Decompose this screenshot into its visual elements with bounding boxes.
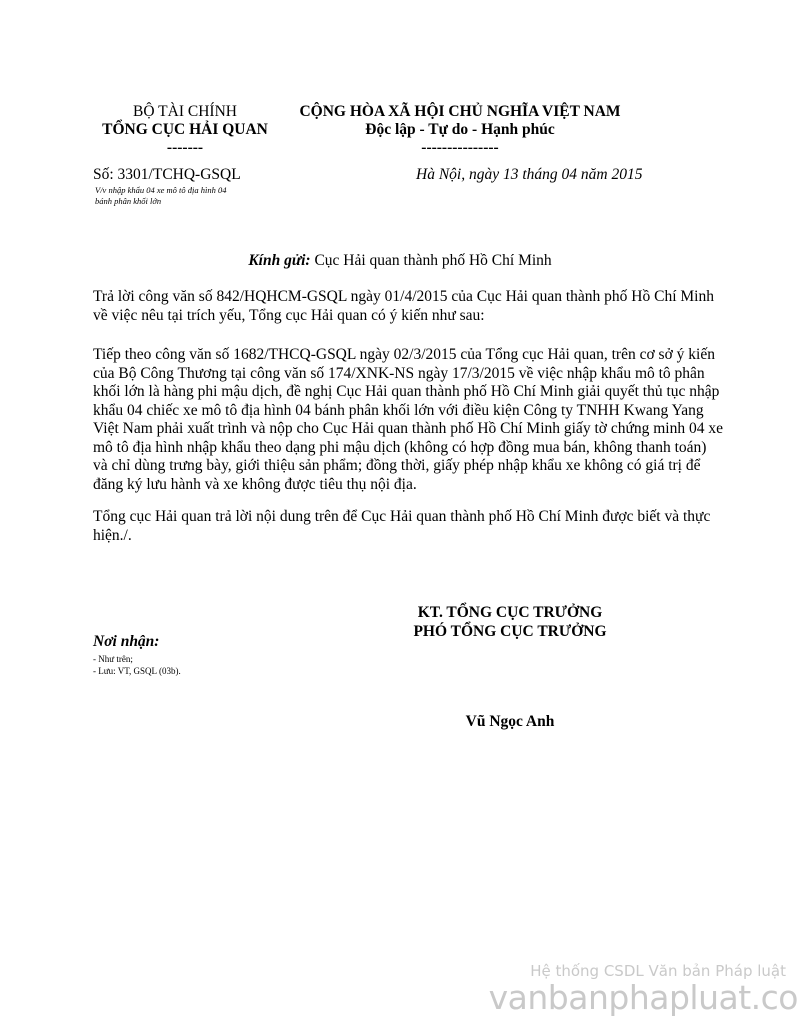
recipient-line xyxy=(0,252,800,270)
recipient-item: - Lưu: VT, GSQL (03b). xyxy=(93,666,181,676)
signer-name: Vũ Ngọc Anh xyxy=(465,713,555,730)
place-and-date: Hà Nội, ngày 13 tháng 04 năm 2015 xyxy=(416,166,643,183)
watermark-site: vanbanphapluat.co xyxy=(488,978,798,1017)
recipients-heading: Nơi nhận: xyxy=(93,633,160,650)
department-name: TỔNG CỤC HẢI QUAN xyxy=(102,121,268,138)
motto-separator: --------------- xyxy=(421,139,499,156)
recipient-item: - Như trên; xyxy=(93,654,133,664)
motto: Độc lập - Tự do - Hạnh phúc xyxy=(365,121,555,138)
recipient-name: Cục Hải quan thành phố Hồ Chí Minh xyxy=(310,252,552,269)
signer-title-line: PHÓ TỔNG CỤC TRƯỞNG xyxy=(413,622,607,640)
recipients-list xyxy=(93,633,343,677)
body-paragraph: Tổng cục Hải quan trả lời nội dung trên để Cục Hải quan thành phố Hồ Chí Minh được biết và thực hiện./. xyxy=(93,508,711,544)
recipient-label: Kính gửi: xyxy=(248,252,311,269)
org-separator: ------- xyxy=(166,139,204,156)
document-number: Số: 3301/TCHQ-GSQL xyxy=(93,166,241,183)
issuing-organization xyxy=(85,103,285,157)
nation-name: CỘNG HÒA XÃ HỘI CHỦ NGHĨA VIỆT NAM xyxy=(299,103,621,120)
document-subject xyxy=(95,185,270,207)
body-paragraph: Tiếp theo công văn số 1682/THCQ-GSQL ngày 02/3/2015 của Tổng cục Hải quan, trên cơ sở ý kiến của Bộ Công Thương tại công văn số 174/XNK-NS ngày 17/3/2015 về việc nhập khẩu mô tô phân khối lớn là hàng phi mậu dịch, đề nghị Cục Hải quan thành phố Hồ Chí Minh giải quyết thủ tục nhập khẩu 04 chiếc xe mô tô địa hình 04 bánh phân khối lớn với điều kiện Công ty TNHH Kwang Yang Việt Nam phải xuất trình và nộp cho Cục Hải quan thành phố Hồ Chí Minh giấy tờ chứng minh 04 xe mô tô địa hình nhập khẩu theo dạng phi mậu dịch (không có hợp đồng mua bán, không thanh toán) và chỉ dùng trưng bày, giới thiệu sản phẩm; đồng thời, giấy phép nhập khẩu xe không có giá trị để đăng ký lưu hành và xe không được tiêu thụ nội địa. xyxy=(93,346,723,493)
subject-line: bánh phân khối lớn xyxy=(95,196,162,206)
watermark-caption: Hệ thống CSDL Văn bản Pháp luật xyxy=(530,962,786,980)
signer-title xyxy=(390,604,630,641)
national-heading xyxy=(290,103,630,157)
subject-line: V/v nhập khẩu 04 xe mô tô địa hình 04 xyxy=(95,185,227,195)
ministry-name: BỘ TÀI CHÍNH xyxy=(133,103,237,120)
signer-title-line: KT. TỔNG CỤC TRƯỞNG xyxy=(417,604,603,621)
body-paragraph: Trả lời công văn số 842/HQHCM-GSQL ngày 01/4/2015 của Cục Hải quan thành phố Hồ Chí Minh về việc nêu tại trích yếu, Tổng cục Hải quan có ý kiến như sau: xyxy=(93,288,714,324)
